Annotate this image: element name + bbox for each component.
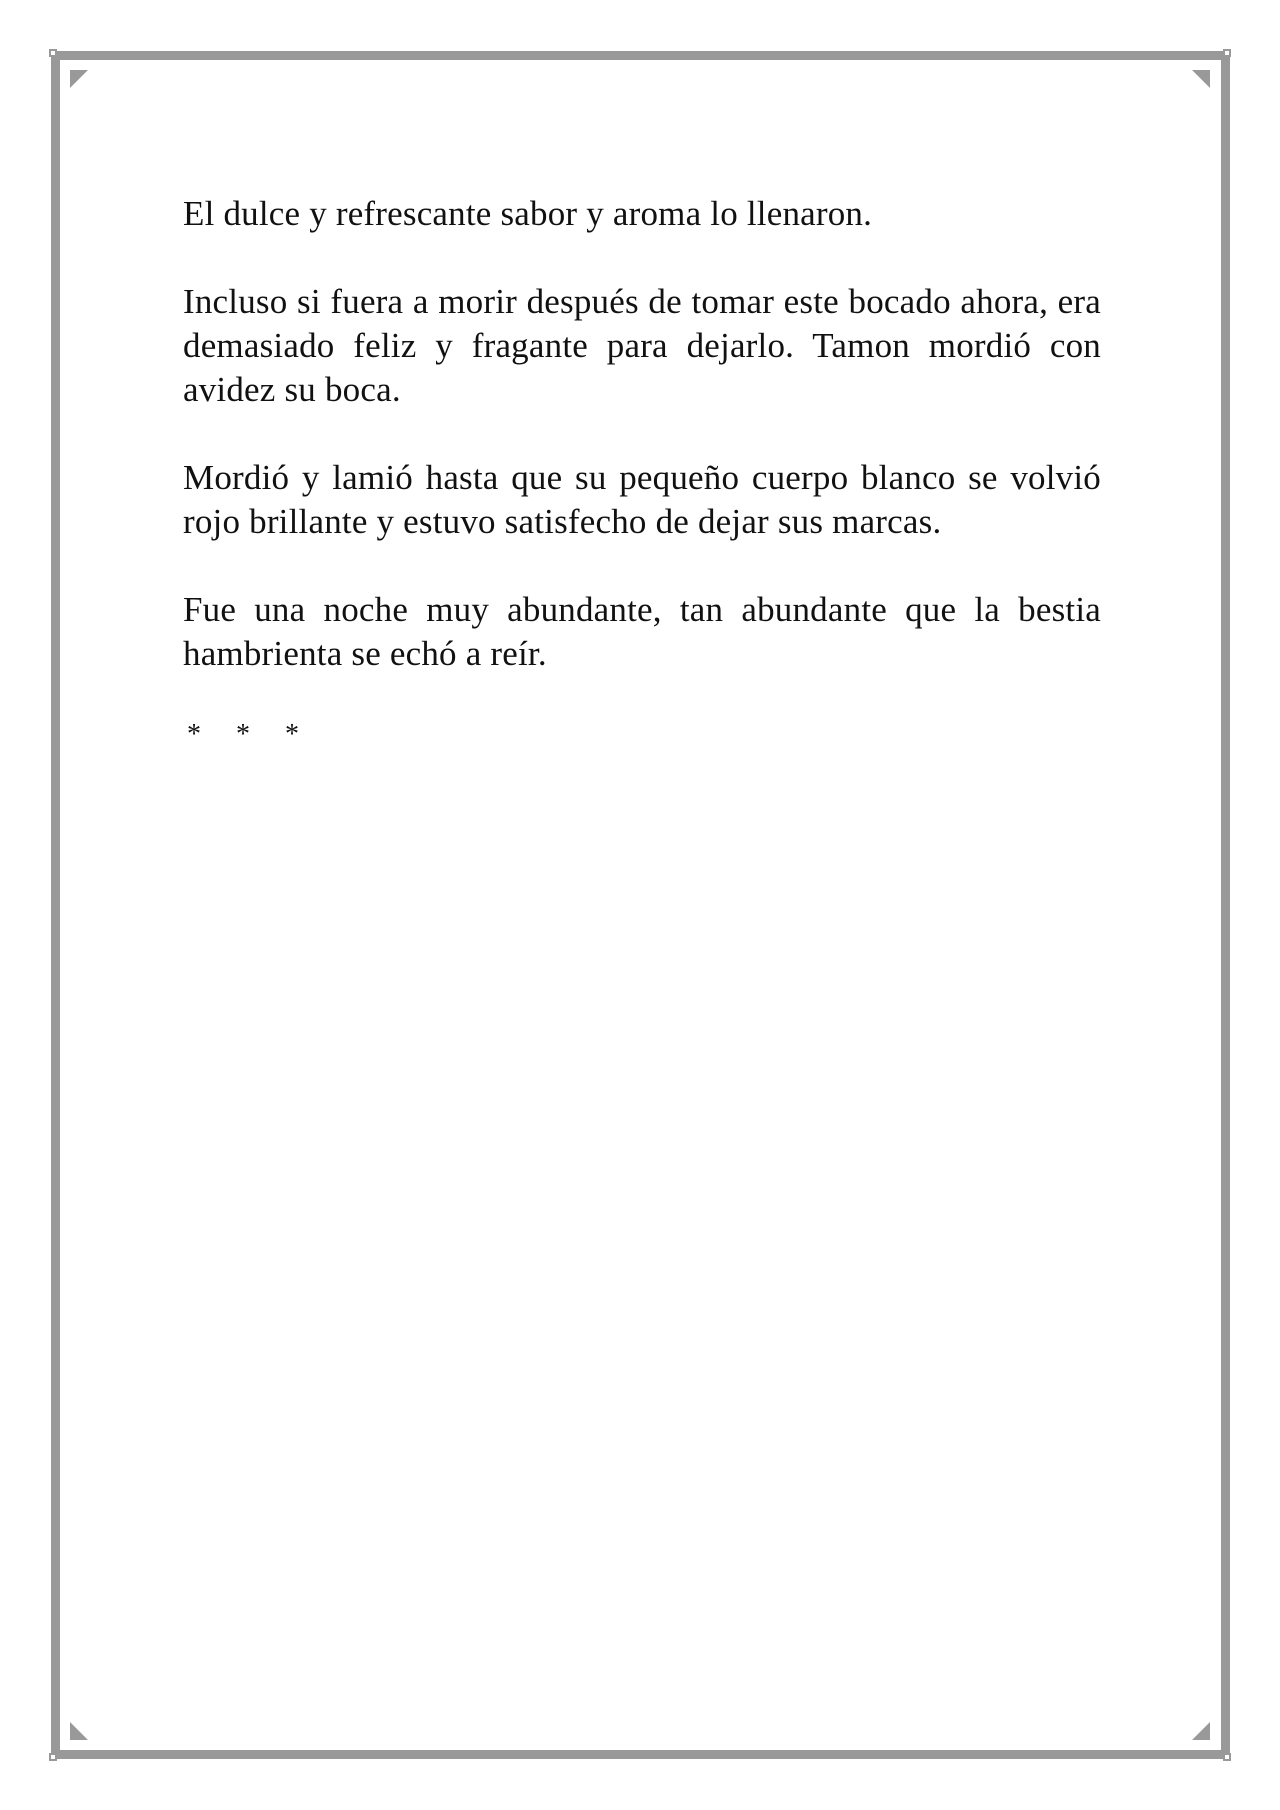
paragraph: El dulce y refrescante sabor y aroma lo llenaron. [183,194,873,233]
corner-triangle-top-right [1192,70,1210,88]
paragraph: Mordió y lamió hasta que su pequeño cuerpo blanco se volvió rojo brillante y estuvo satisfecho de dejar sus marcas. [183,458,1101,541]
border-bottom [52,1750,1230,1759]
border-top [52,51,1230,60]
corner-triangle-top-left [70,70,88,88]
border-right [1221,52,1230,1758]
corner-ornament-bottom-left [49,1753,57,1761]
border-left [51,52,60,1758]
text-body [183,192,1101,750]
corner-ornament-top-right [1223,49,1231,57]
corner-ornament-top-left [49,49,57,57]
paragraph: Fue una noche muy abundante, tan abundante que la bestia hambrienta se echó a reír. [183,590,1101,673]
corner-triangle-bottom-left [70,1722,88,1740]
paragraph: Incluso si fuera a morir después de tomar este bocado ahora, era demasiado feliz y fragante para dejarlo. Tamon mordió con avidez su boca. [183,282,1101,409]
corner-ornament-bottom-right [1223,1753,1231,1761]
corner-triangle-bottom-right [1192,1722,1210,1740]
scene-break: * * * [187,719,313,750]
